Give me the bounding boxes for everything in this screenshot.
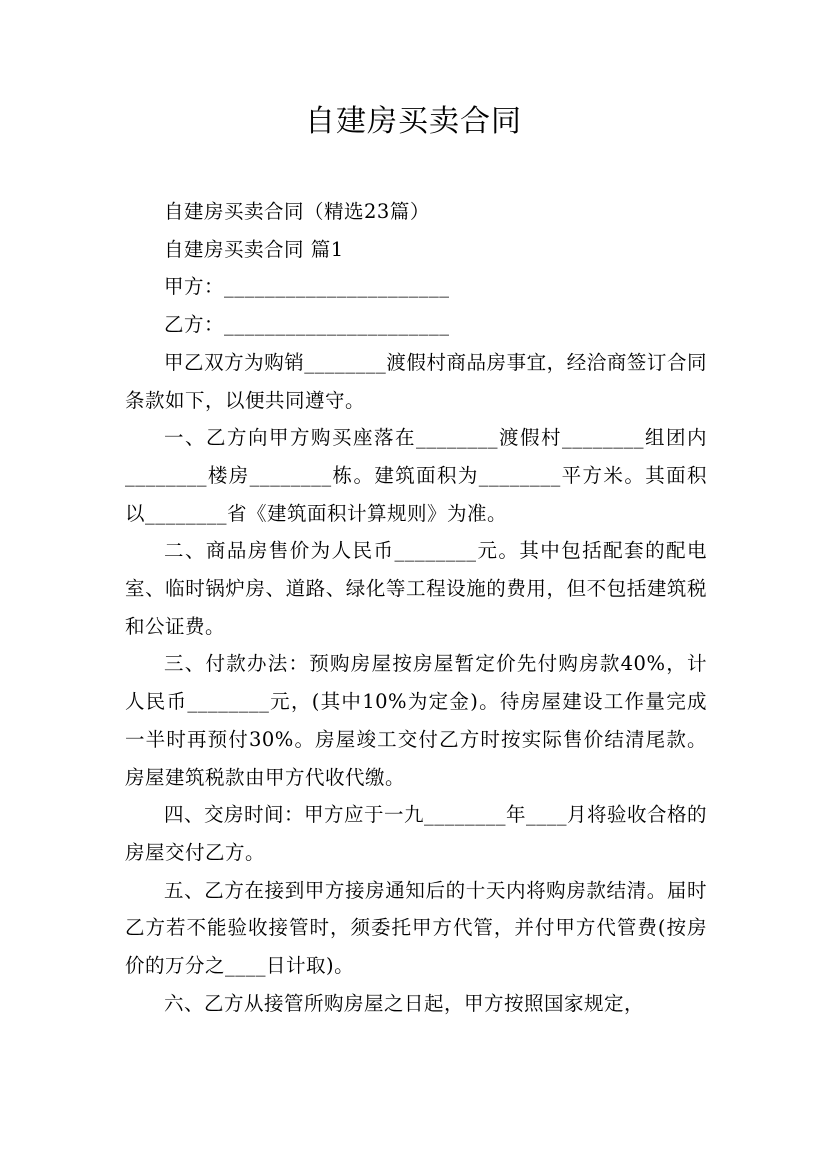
clause-4-paragraph: 四、交房时间：甲方应于一九________年____月将验收合格的房屋交付乙方。	[125, 803, 708, 864]
party-a-line: 甲方：______________________	[164, 275, 450, 299]
document-title: 自建房买卖合同	[305, 104, 522, 139]
party-b-line: 乙方：______________________	[164, 313, 450, 337]
clause-3-paragraph: 三、付款办法：预购房屋按房屋暂定价先付购房款40%，计人民币________元，(其中10%为定金)。待房屋建设工作量完成一半时再预付30%。房屋竣工交付乙方时按实际售价结清尾款。房屋建筑税款由甲方代收代缴。	[125, 652, 707, 789]
document-body	[125, 193, 707, 1022]
clause-2-paragraph: 二、商品房售价为人民币________元。其中包括配套的配电室、临时锅炉房、道路、绿化等工程设施的费用，但不包括建筑税和公证费。	[125, 539, 707, 638]
section-heading-paragraph: 自建房买卖合同 篇1	[164, 237, 344, 261]
clause-5-paragraph: 五、乙方在接到甲方接房通知后的十天内将购房款结清。届时乙方若不能验收接管时，须委托甲方代管，并付甲方代管费(按房价的万分之____日计取)。	[125, 878, 707, 978]
clause-1-paragraph: 一、乙方向甲方购买座落在________渡假村________组团内________楼房________栋。建筑面积为________平方米。其面积以________省《建筑面积计算规则》为准。	[125, 426, 707, 525]
clause-6-paragraph: 六、乙方从接管所购房屋之日起，甲方按照国家规定，	[164, 991, 645, 1015]
intro-paragraph: 甲乙双方为购销________渡假村商品房事宜，经洽商签订合同条款如下，以便共同遵守。	[125, 350, 707, 412]
subtitle-paragraph: 自建房买卖合同（精选23篇）	[164, 200, 430, 223]
